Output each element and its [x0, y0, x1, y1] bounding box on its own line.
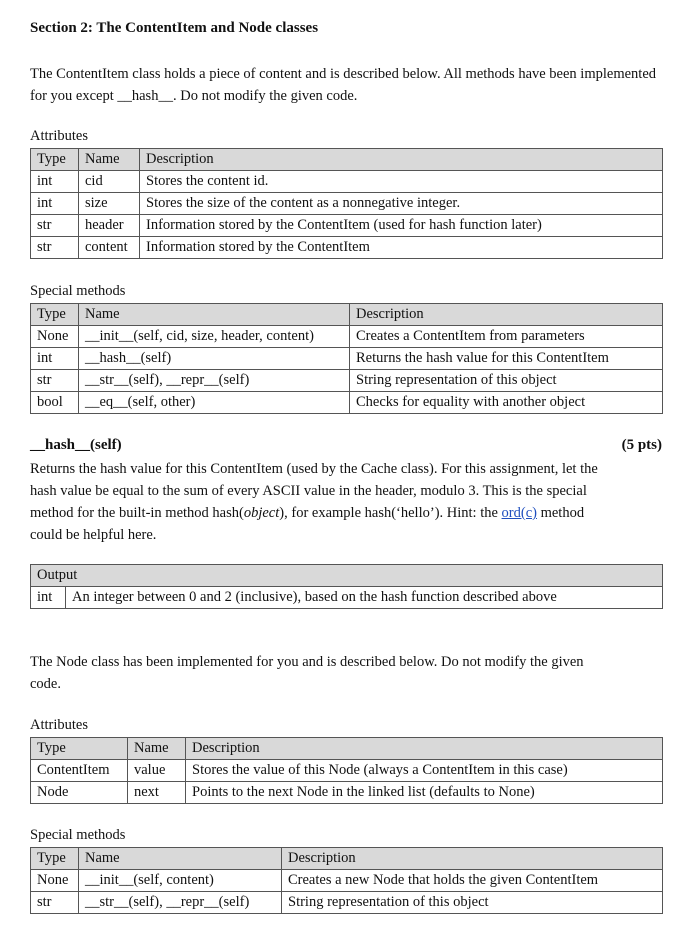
cell-type: int: [31, 348, 79, 370]
cell-name: content: [79, 237, 140, 259]
cell-name: value: [128, 760, 186, 782]
points-label: (5 pts): [621, 437, 662, 453]
cell-name: __eq__(self, other): [79, 392, 350, 414]
table-row: [31, 237, 663, 259]
col-name: Name: [79, 304, 350, 326]
hash-section-title: __hash__(self): [30, 437, 122, 453]
col-description: Description: [350, 304, 663, 326]
cell-description: Returns the hash value for this ContentItem: [350, 348, 663, 370]
col-name: Name: [128, 738, 186, 760]
cell-description: Creates a ContentItem from parameters: [350, 326, 663, 348]
cell-description: Checks for equality with another object: [350, 392, 663, 414]
cell-description: String representation of this object: [282, 892, 663, 914]
col-description: Description: [140, 149, 663, 171]
cell-name: __init__(self, cid, size, header, content): [79, 326, 350, 348]
cell-name: next: [128, 782, 186, 804]
cell-description: String representation of this object: [350, 370, 663, 392]
ord-link[interactable]: ord(c): [501, 505, 537, 521]
col-name: Name: [79, 848, 282, 870]
cell-type: int: [31, 587, 66, 609]
node-intro-paragraph: The Node class has been implemented for you and is described below. Do not modify the given code.: [30, 654, 584, 692]
table-row: [31, 587, 663, 609]
ci-methods-label: Special methods: [30, 283, 126, 299]
cell-description: Information stored by the ContentItem (used for hash function later): [140, 215, 663, 237]
table-row: [31, 760, 663, 782]
cell-type: ContentItem: [31, 760, 128, 782]
table-header-row: [31, 848, 663, 870]
cell-type: str: [31, 237, 79, 259]
hash-description: Returns the hash value for this ContentItem (used by the Cache class). For this assignment, let the hash value be equal to the sum of every ASCII value in the header, modulo 3. This is the special method for the built-in method hash(object), for example hash(‘hello’). Hint: the ord(c) method could be helpful here.: [30, 461, 598, 543]
table-header-row: [31, 565, 663, 587]
cell-name: __str__(self), __repr__(self): [79, 370, 350, 392]
cell-name: size: [79, 193, 140, 215]
table-row: [31, 892, 663, 914]
table-header-row: [31, 149, 663, 171]
hash-method-ref: __hash__: [117, 88, 173, 104]
cell-description: Stores the value of this Node (always a ContentItem in this case): [186, 760, 663, 782]
cell-description: Points to the next Node in the linked list (defaults to None): [186, 782, 663, 804]
col-type: Type: [31, 738, 128, 760]
table-row: [31, 348, 663, 370]
col-name: Name: [79, 149, 140, 171]
col-description: Description: [186, 738, 663, 760]
cell-type: int: [31, 193, 79, 215]
output-header: Output: [31, 565, 663, 587]
table-row: [31, 193, 663, 215]
cell-type: None: [31, 870, 79, 892]
cell-type: str: [31, 215, 79, 237]
col-type: Type: [31, 848, 79, 870]
table-row: [31, 326, 663, 348]
cell-description: Stores the content id.: [140, 171, 663, 193]
ci-attributes-label: Attributes: [30, 128, 88, 144]
cell-description: An integer between 0 and 2 (inclusive), based on the hash function described above: [66, 587, 663, 609]
intro-paragraph: The ContentItem class holds a piece of content and is described below. All methods have been implemented for you except __hash__. Do not modify the given code.: [30, 66, 657, 104]
table-row: [31, 215, 663, 237]
cell-type: None: [31, 326, 79, 348]
table-header-row: [31, 304, 663, 326]
cell-type: Node: [31, 782, 128, 804]
cell-type: str: [31, 370, 79, 392]
section-title: Section 2: The ContentItem and Node classes: [30, 20, 319, 36]
cell-type: str: [31, 892, 79, 914]
table-row: [31, 171, 663, 193]
col-type: Type: [31, 149, 79, 171]
table-row: [31, 870, 663, 892]
cell-name: __hash__(self): [79, 348, 350, 370]
col-type: Type: [31, 304, 79, 326]
cell-name: __str__(self), __repr__(self): [79, 892, 282, 914]
cell-description: Stores the size of the content as a nonnegative integer.: [140, 193, 663, 215]
table-header-row: [31, 738, 663, 760]
node-attributes-table: [30, 737, 663, 804]
table-row: [31, 782, 663, 804]
col-description: Description: [282, 848, 663, 870]
cell-name: cid: [79, 171, 140, 193]
table-row: [31, 370, 663, 392]
cell-name: __init__(self, content): [79, 870, 282, 892]
ci-attributes-table: [30, 148, 663, 259]
cell-type: int: [31, 171, 79, 193]
node-methods-label: Special methods: [30, 827, 126, 843]
ci-methods-table: [30, 303, 663, 414]
node-methods-table: [30, 847, 663, 914]
output-table: [30, 564, 663, 609]
cell-type: bool: [31, 392, 79, 414]
cell-description: Creates a new Node that holds the given ContentItem: [282, 870, 663, 892]
table-row: [31, 392, 663, 414]
node-attributes-label: Attributes: [30, 717, 88, 733]
cell-name: header: [79, 215, 140, 237]
hash-section-heading: [30, 437, 662, 454]
cell-description: Information stored by the ContentItem: [140, 237, 663, 259]
